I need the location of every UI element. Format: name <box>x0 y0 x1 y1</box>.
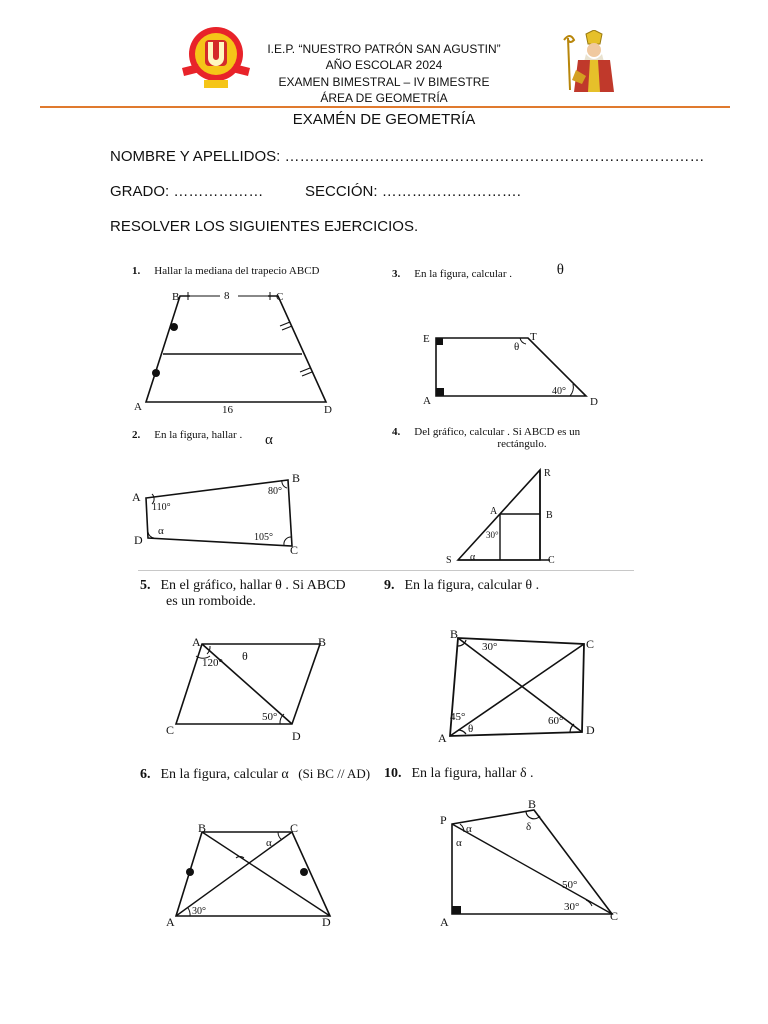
vertex-label: A <box>490 506 498 517</box>
page-title: EXAMÉN DE GEOMETRÍA <box>292 111 476 128</box>
figure-1-trapezoid <box>130 284 350 420</box>
problem-number: 6. <box>140 767 151 782</box>
problem-text-2: es un romboide. <box>166 594 256 609</box>
vertex-label: B <box>528 797 537 811</box>
vertex-label: B <box>198 821 207 835</box>
base-length: 8 <box>224 290 230 302</box>
problem-text: Hallar la mediana del trapecio ABCD <box>154 265 320 277</box>
problem-number: 1. <box>132 265 141 277</box>
vertex-label: B <box>292 471 301 485</box>
vertex-label: S <box>446 555 452 564</box>
problem-number: 5. <box>140 578 151 593</box>
name-blank: ………………………………………………………………………… <box>284 148 705 165</box>
vertex-label: A <box>192 635 201 649</box>
vertex-label: A <box>166 915 175 929</box>
problem-2-title <box>132 426 273 448</box>
angle-alpha: α <box>470 552 476 563</box>
vertex-label: P <box>440 813 447 827</box>
exam-area: ÁREA DE GEOMETRÍA <box>320 91 448 105</box>
instructions: RESOLVER LOS SIGUIENTES EJERCICIOS. <box>110 218 419 235</box>
angle-label: 120° <box>202 657 223 669</box>
problem-condition: (Si BC // AD) <box>298 766 371 781</box>
angle-delta: δ <box>526 821 532 833</box>
problem-9-title <box>384 578 539 594</box>
vertex-label: A <box>132 490 141 504</box>
vertex-label: B <box>172 291 180 303</box>
vertex-label: C <box>290 543 299 557</box>
angle-label: 105° <box>254 532 273 543</box>
vertex-label: C <box>276 291 284 303</box>
problem-number: 10. <box>384 766 402 781</box>
angle-alpha: α <box>158 525 164 537</box>
problem-text: Del gráfico, calcular . Si ABCD es un <box>414 426 581 438</box>
figure-3 <box>420 330 610 410</box>
problem-text: En la figura, calcular α <box>160 767 289 782</box>
angle-label: 45° <box>450 711 466 723</box>
problem-4-title <box>392 426 632 450</box>
vertex-label: D <box>590 396 598 408</box>
figure-5 <box>162 632 342 746</box>
problem-10-title <box>384 766 534 782</box>
angle-label: 60° <box>548 715 564 727</box>
problem-3-title <box>392 262 564 282</box>
vertex-label: C <box>586 637 595 651</box>
angle-alpha: α <box>266 837 272 849</box>
vertex-label: B <box>546 510 553 521</box>
vertex-label: D <box>324 404 332 416</box>
problem-text-2: rectángulo. <box>497 438 547 450</box>
vertex-label: B <box>318 635 327 649</box>
name-label: NOMBRE Y APELLIDOS: <box>110 148 281 165</box>
vertex-label: C <box>548 555 555 564</box>
problem-number: 2. <box>132 429 141 441</box>
problem-number: 4. <box>392 426 401 438</box>
exam-name: EXAMEN BIMESTRAL – IV BIMESTRE <box>278 75 490 89</box>
vertex-label: D <box>586 723 595 737</box>
problem-5-title <box>140 578 360 610</box>
angle-alpha: α <box>456 837 462 849</box>
angle-theta: θ <box>242 649 248 663</box>
figure-6 <box>162 820 342 930</box>
problem-symbol: α <box>264 432 273 448</box>
figure-10 <box>436 796 626 932</box>
vertex-label: T <box>530 331 537 343</box>
school-year: AÑO ESCOLAR 2024 <box>325 58 443 72</box>
angle-label: 110° <box>152 502 171 513</box>
problem-text: En el gráfico, hallar θ . Si ABCD <box>160 578 346 593</box>
angle-theta: θ <box>514 341 520 353</box>
school-name: I.E.P. “NUESTRO PATRÓN SAN AGUSTIN” <box>267 42 501 56</box>
vertex-label: A <box>438 731 447 744</box>
base-length: 16 <box>222 404 233 416</box>
section-field <box>305 183 521 200</box>
vertex-label: B <box>450 627 459 641</box>
angle-alpha: α <box>466 823 472 835</box>
saint-illustration <box>556 30 620 94</box>
angle-label: 40° <box>552 386 566 397</box>
grade-field <box>110 183 263 200</box>
angle-label: 50° <box>562 879 578 891</box>
figure-2 <box>130 466 310 558</box>
vertex-label: D <box>292 729 301 743</box>
vertex-label: C <box>610 909 619 923</box>
vertex-label: D <box>322 915 331 929</box>
problem-6-title <box>140 766 370 783</box>
vertex-label: D <box>134 533 143 547</box>
problem-text: En la figura, calcular θ . <box>404 578 540 593</box>
angle-label: 50° <box>262 711 278 723</box>
vertex-label: A <box>440 915 449 929</box>
figure-9 <box>436 624 606 744</box>
angle-label: 30° <box>564 901 580 913</box>
vertex-label: A <box>423 395 431 407</box>
vertex-label: R <box>544 468 551 479</box>
name-field <box>110 148 705 165</box>
section-label: SECCIÓN: <box>305 183 378 200</box>
problem-text: En la figura, hallar . <box>154 429 243 441</box>
vertex-label: C <box>166 723 175 737</box>
grade-blank: ……………… <box>173 183 264 200</box>
problem-text: En la figura, calcular . <box>414 268 512 280</box>
angle-label: 30° <box>486 530 499 540</box>
figure-4 <box>440 464 580 564</box>
problem-symbol: θ <box>556 262 564 278</box>
angle-label: 30° <box>482 641 498 653</box>
problem-text: En la figura, hallar δ . <box>411 766 534 781</box>
angle-theta: θ <box>468 723 474 735</box>
problem-1-title <box>132 265 320 277</box>
header-rule <box>40 106 730 108</box>
section-blank: ………………………. <box>381 183 521 200</box>
vertex-label: A <box>134 401 142 413</box>
angle-label: 30° <box>192 906 206 917</box>
vertex-label: C <box>290 821 299 835</box>
vertex-label: E <box>423 333 430 345</box>
grade-label: GRADO: <box>110 183 170 200</box>
angle-label: 80° <box>268 486 282 497</box>
problem-number: 3. <box>392 268 401 280</box>
section-divider <box>138 570 634 571</box>
problem-number: 9. <box>384 578 395 593</box>
